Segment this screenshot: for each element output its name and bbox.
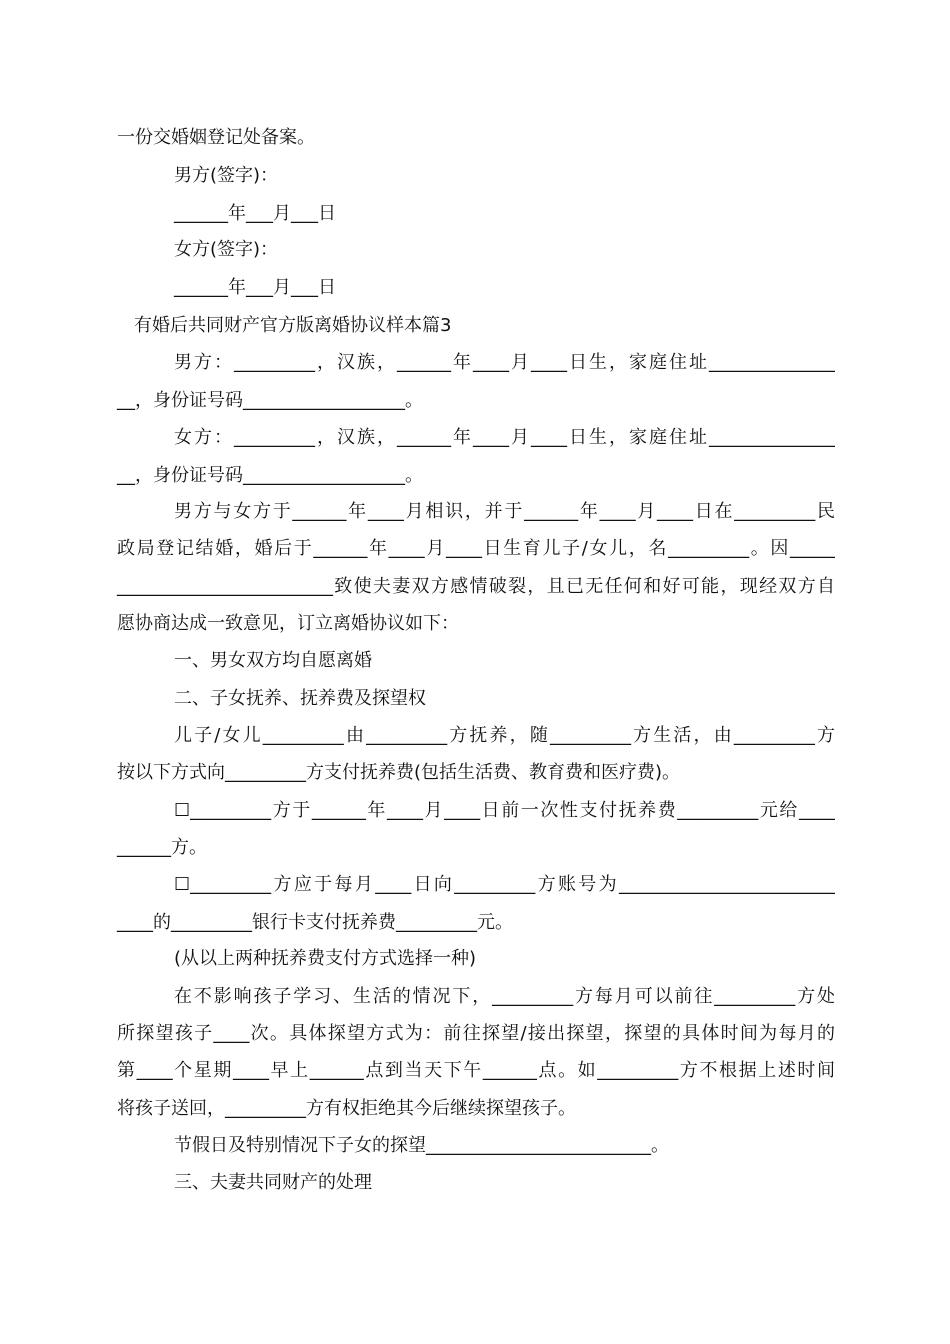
text-line: 儿子/女儿_________由_________方抚养，随_________方生活，由_________方 (174, 725, 835, 746)
signature-female: 女方(签字)： (174, 239, 279, 260)
text-line: __，身份证号码__________________。 (117, 390, 423, 411)
signature-male: 男方(签字)： (174, 165, 279, 186)
text-line: __，身份证号码__________________。 (117, 465, 423, 486)
text-line: ____的_________银行卡支付抚养费_________元。 (117, 912, 513, 933)
text-line: 所探望孩子____次。具体探望方式为：前往探望/接出探望，探望的具体时间为每月的 (117, 1023, 835, 1044)
text-line: 节假日及特别情况下子女的探望_________________________。 (174, 1135, 669, 1156)
checkbox-option-line: ☐_________方应于每月____日向_________方账号为________________________ (174, 874, 835, 895)
text-line: 政局登记结婚，婚后于______年____月____日生育儿子/女儿，名_________。因_____ (117, 538, 835, 559)
clause-heading: 一、男女双方均自愿离婚 (174, 650, 372, 671)
text-line: ________________________致使夫妻双方感情破裂，且已无任何和好可能，现经双方自 (117, 576, 835, 597)
text-line: 在不影响孩子学习、生活的情况下，_________方每月可以前往_________方处 (174, 986, 835, 1007)
text-line: 男方与女方于______年____月相识，并于______年____月____日在_________民 (174, 501, 835, 522)
text-line: 第____个星期____早上______点到当天下午______点。如_________方不根据上述时间 (117, 1060, 835, 1081)
clause-heading: 二、子女抚养、抚养费及探望权 (174, 688, 426, 709)
section-title: 有婚后共同财产官方版离婚协议样本篇3 (134, 315, 452, 336)
clause-heading: 三、夫妻共同财产的处理 (174, 1172, 372, 1193)
text-line: ______方。 (117, 837, 207, 858)
date-line: ______年___月___日 (174, 277, 336, 298)
text-line: 按以下方式向_________方支付抚养费(包括生活费、教育费和医疗费)。 (117, 762, 681, 783)
text-line: 愿协商达成一致意见，订立离婚协议如下： (117, 613, 459, 634)
text-line: 将孩子送回，_________方有权拒绝其今后继续探望孩子。 (117, 1098, 576, 1119)
date-line: ______年___月___日 (174, 203, 336, 224)
text-line: 女方：_________，汉族，______年____月____日生，家庭住址______________ (174, 427, 835, 448)
checkbox-option-line: ☐_________方于______年____月____日前一次性支付抚养费_________元给____ (174, 800, 835, 821)
text-line: 男方：_________，汉族，______年____月____日生，家庭住址______________ (174, 352, 835, 373)
note-line: (从以上两种抚养费支付方式选择一种) (174, 948, 477, 969)
text-line: 一份交婚姻登记处备案。 (117, 127, 315, 148)
